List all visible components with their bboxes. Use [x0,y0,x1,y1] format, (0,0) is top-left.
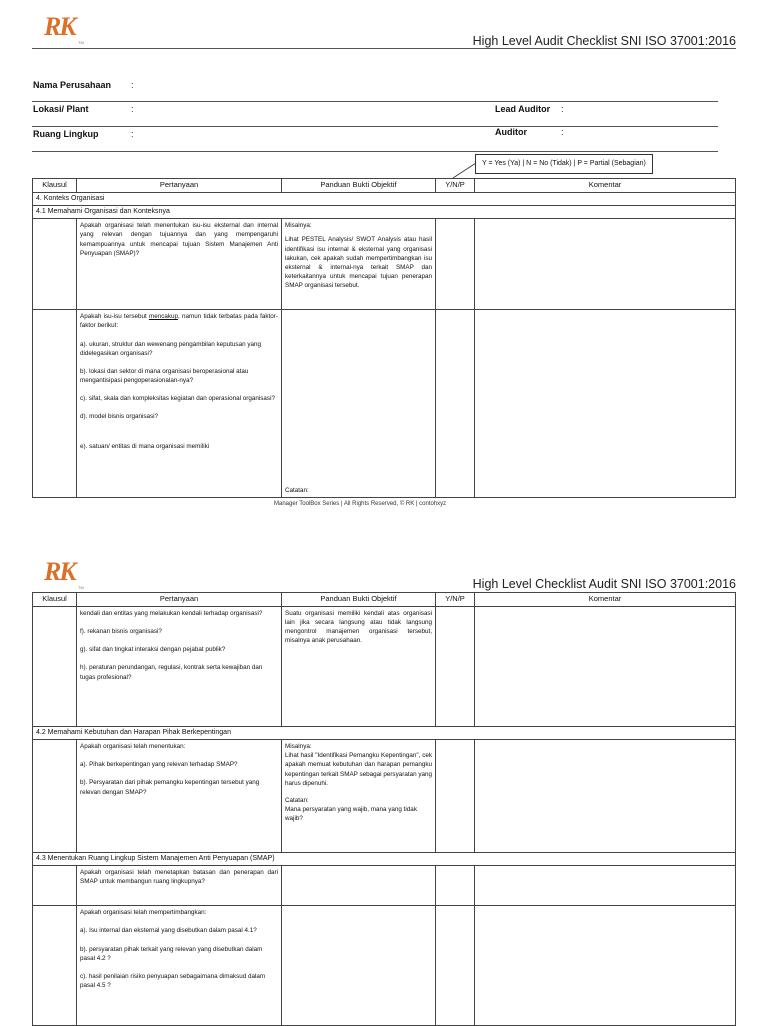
cell-question [77,219,282,310]
question-item-b: b). lokasi dan sektor di mana organisasi beroperasional atau mengantisipasi pengoperasionalan-nya? [80,367,249,384]
cell-ynp[interactable] [436,607,475,727]
cell-question [77,906,282,1026]
field-label-company: Nama Perusahaan [33,80,112,90]
legend-box: Y = Yes (Ya) | N = No (Tidak) | P = Partial (Sebagian) [475,154,653,174]
field-label-auditor: Auditor [495,127,527,137]
field-colon: : [131,104,134,114]
cell-guidance [282,607,436,727]
col-komentar: Komentar [475,179,736,193]
cell-klausul [33,866,77,906]
section-row [33,853,736,866]
question-underlined: mencakup [148,313,179,321]
section-title-4-2: 4.2 Memahami Kebutuhan dan Harapan Pihak Berkepentingan [33,727,736,740]
question-item-h: h). peraturan perundangan, regulasi, kontrak serta kewajiban dan tugas profesional? [80,664,263,681]
company-logo [44,14,84,44]
cell-comment[interactable] [475,740,736,853]
field-label-lead-auditor: Lead Auditor [495,104,551,114]
page-title: High Level Audit Checklist SNI ISO 37001:2016 [472,34,736,48]
question-continued: kendali dan entitas yang melakukan kendali terhadap organisasi? [80,610,263,617]
legend-pointer [450,160,480,180]
question-text: Apakah organisasi telah menentukan: [80,743,186,751]
section-row [33,727,736,740]
question-item-e: e). satuan/ entitas di mana organisasi memiliki [80,443,210,451]
page-footer: Manager ToolBox Series | All Rights Reserved, © RK | contohxyz [274,501,447,507]
question-text: Apakah organisasi telah menentukan isu-isu eksternal dan internal yang relevan dengan tujuannya dan yang mempengaruhi kemampuannya untuk mencapai tujuan Sistem Manajemen Anti Penyuapan (SMAP)? [80,222,278,257]
field-colon: : [131,129,134,139]
cell-guidance [282,219,436,310]
table-row [33,906,736,1026]
question-item-a: a). Isu internal dan eksternal yang disebutkan dalam pasal 4.1? [80,927,257,935]
cell-question [77,607,282,727]
audit-table-page-1 [32,178,736,498]
guidance-title: Misalnya: [285,743,312,751]
table-header-row [33,593,736,607]
cell-ynp[interactable] [436,866,475,906]
logo-trademark: TM [78,40,84,45]
table-row [33,740,736,853]
cell-klausul [33,607,77,727]
col-klausul: Klausul [33,179,77,193]
question-text: Apakah organisasi telah mempertimbangkan: [80,909,207,917]
cell-question [77,740,282,853]
table-row [33,866,736,906]
guidance-note: Mana persyaratan yang wajib, mana yang tidak wajib? [285,805,417,823]
field-colon: : [561,104,564,114]
page-title: High Level Checklist Audit SNI ISO 37001:2016 [472,577,736,591]
question-item-b: b). persyaratan pihak terkait yang relevan yang disebutkan dalam pasal 4.2 ? [80,945,263,962]
question-item-b: b). Persyaratan dari pihak pemangku kepentingan tersebut yang relevan dengan SMAP? [80,779,260,796]
audit-table-page-2 [32,592,736,1026]
guidance-title: Misalnya: [285,222,312,230]
question-item-a: a). ukuran, struktur dan wewenang pengambilan keputusan yang didelegasikan organisasi? [80,340,261,357]
col-pertanyaan: Pertanyaan [77,593,282,607]
guidance-text: Suatu organisasi memiliki kendali atas organisasi lain jika secara langsung atau tidak langsung mengontrol manajemen organisasi tersebut, misalnya anak perusahaan. [285,610,432,645]
logo-text: RK [44,12,75,41]
company-logo [44,559,84,589]
cell-ynp[interactable] [436,740,475,853]
cell-guidance [282,740,436,853]
table-row [33,310,736,498]
guidance-note-title: Catatan: [285,796,309,804]
cell-guidance [282,906,436,1026]
col-ynp: Y/N/P [436,593,475,607]
question-text: Apakah isu-isu tersebut [80,313,149,321]
question-intro [80,312,278,330]
cell-comment[interactable] [475,906,736,1026]
field-label-scope: Ruang Lingkup [33,129,99,139]
field-divider [32,126,718,127]
cell-klausul [33,219,77,310]
cell-comment[interactable] [475,219,736,310]
cell-comment[interactable] [475,866,736,906]
col-panduan: Panduan Bukti Objektif [282,179,436,193]
field-label-location: Lokasi/ Plant [33,104,89,114]
cell-ynp[interactable] [436,906,475,1026]
col-komentar: Komentar [475,593,736,607]
section-row [33,206,736,219]
col-panduan: Panduan Bukti Objektif [282,593,436,607]
cell-guidance [282,310,436,498]
table-header-row [33,179,736,193]
guidance-note: Catatan: [285,487,309,495]
field-colon: : [561,127,564,137]
logo-trademark: TM [78,585,84,590]
guidance-text: Lihat PESTEL Analysis/ SWOT Analysis atau hasil identifikasi isu internal & eksternal yang organisasi lakukan, cek apakah sudah mempertimbangkan isu eksternal & internal-nya terkait SMAP dan keterkaitannya untuk mencapai tujuan penerapan SMAP organisasi tersebut. [285,236,432,290]
logo-text: RK [44,557,75,586]
cell-klausul [33,740,77,853]
table-row [33,607,736,727]
table-row [33,219,736,310]
question-item-c: c). sifat, skala dan kompleksitas kegiatan dan operasional organisasi? [80,395,275,403]
cell-klausul [33,310,77,498]
cell-question [77,310,282,498]
question-item-f: f). rekanan bisnis organisasi? [80,628,162,636]
question-text: , namun tidak terbatas pada faktor-faktor berikut: [80,313,278,330]
title-divider [32,48,736,49]
section-title-4-1: 4.1 Memahami Organisasi dan Konteksnya [33,206,736,219]
cell-klausul [33,906,77,1026]
question-item-a: a). Pihak berkepentingan yang relevan terhadap SMAP? [80,761,238,769]
cell-ynp[interactable] [436,310,475,498]
col-ynp: Y/N/P [436,179,475,193]
field-colon: : [131,80,134,90]
field-divider [32,151,718,152]
cell-ynp[interactable] [436,219,475,310]
cell-comment[interactable] [475,310,736,498]
cell-guidance [282,866,436,906]
question-text: Apakah organisasi telah menetapkan batasan dan penerapan dari SMAP untuk membangun ruang lingkupnya? [80,869,278,886]
section-title-4-3: 4.3 Menentukan Ruang Lingkup Sistem Manajemen Anti Penyuapan (SMAP) [33,853,736,866]
section-title-4: 4. Konteks Organisasi [33,193,736,206]
question-item-c: c). hasil penilaian risiko penyuapan sebagaimana dimaksud dalam pasal 4.5 ? [80,972,266,989]
cell-question [77,866,282,906]
section-row [33,193,736,206]
col-klausul: Klausul [33,593,77,607]
question-item-g: g). sifat dan tingkat interaksi dengan pejabat publik? [80,646,226,654]
question-item-d: d). model bisnis organisasi? [80,413,159,421]
guidance-text: Lihat hasil "Identifikasi Pemangku Kepentingan", cek apakah memuat kebutuhan dan harapan pemangku kepentingan terkait SMAP sebagai persyaratan yang harus dipenuhi. [285,752,432,787]
field-divider [32,101,718,102]
cell-comment[interactable] [475,607,736,727]
col-pertanyaan: Pertanyaan [77,179,282,193]
